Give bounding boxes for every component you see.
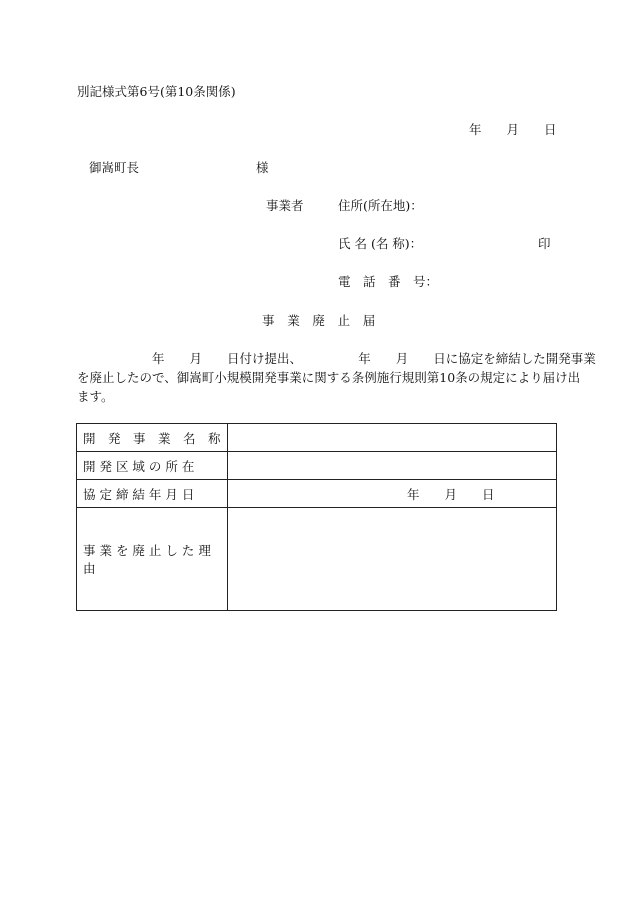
table-row <box>77 452 557 480</box>
agreement-date-label: 協 定 締 結 年 月 日 <box>77 480 228 508</box>
name-label: 氏 名 (名 称)： <box>338 236 423 251</box>
body-line: ます。 <box>77 389 114 404</box>
development-area-label: 開 発 区 域 の 所 在 <box>77 452 228 480</box>
phone-label: 電 話 番 号： <box>338 274 439 289</box>
body-line: を廃止したので、御嵩町小規模開発事業に関する条例施行規則第10条の規定により届け出 <box>77 370 581 385</box>
project-name-value[interactable] <box>228 424 557 452</box>
submission-date: 年 月 日 <box>469 122 557 137</box>
addressee <box>89 160 269 176</box>
document-title: 事 業 廃 止 届 <box>262 313 376 328</box>
form-label: 別記様式第6号(第10条関係) <box>77 84 236 99</box>
body-line: 年 月 日付け提出、 年 月 日に協定を締結した開発事業 <box>77 351 596 366</box>
table-row <box>77 480 557 508</box>
addressee-name: 御嵩町長 <box>89 160 140 175</box>
project-name-label: 開 発 事 業 名 称 <box>77 424 228 452</box>
info-table <box>76 423 557 611</box>
table-row <box>77 424 557 452</box>
abolition-reason-label: 事 業 を 廃 止 し た 理 由 <box>77 508 228 611</box>
address-label: 住所(所在地)： <box>338 198 423 213</box>
abolition-reason-value[interactable] <box>228 508 557 611</box>
addressee-suffix: 様 <box>256 160 269 175</box>
seal-mark: 印 <box>538 236 551 251</box>
table-row <box>77 508 557 611</box>
development-area-value[interactable] <box>228 452 557 480</box>
applicant-role-label: 事業者 <box>266 198 304 213</box>
agreement-date-value[interactable]: 年 月 日 <box>228 480 557 508</box>
body-text <box>77 349 596 406</box>
